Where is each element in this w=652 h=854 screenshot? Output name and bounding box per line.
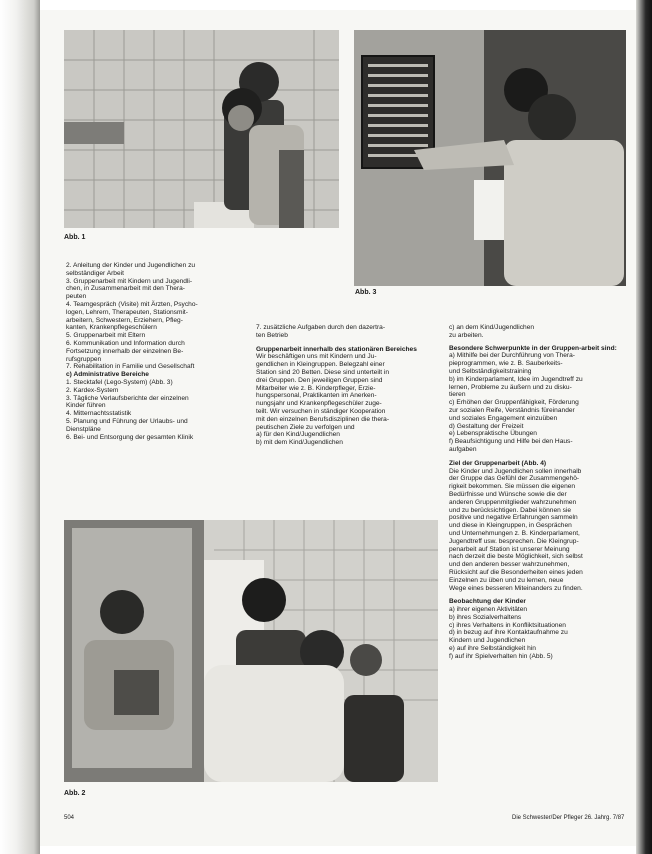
section-heading: Beobachtung der Kinder <box>449 598 526 606</box>
paragraph-line: Wege eines besseren Miteinanders zu finden. <box>449 584 583 592</box>
list-item: aufgaben <box>449 445 477 453</box>
paragraph-line: und Unternehmungen z. B. Kinderparlament, <box>449 529 580 537</box>
list-item: lernen, Probleme zu äußern und zu disku- <box>449 383 572 391</box>
list-item: Kindern und Jugendlichen <box>449 637 526 645</box>
list-item: 6. Bei- und Entsorgung der gesamten Klinik <box>66 433 194 441</box>
list-item: arbeitern, Schwestern, Erziehern, Pfleg- <box>66 316 183 324</box>
section-heading: c) Administrative Bereiche <box>66 371 149 379</box>
caption-abb1: Abb. 1 <box>64 234 86 241</box>
list-item: Fortsetzung innerhalb der einzelnen Be- <box>66 347 184 355</box>
list-item: 5. Gruppenarbeit mit Eltern <box>66 332 146 340</box>
list-item: pieprogrammen, wie z. B. Sauberkeits- <box>449 360 563 368</box>
list-item: b) ihres Sozialverhaltens <box>449 613 522 621</box>
paragraph-line: Jugendtreff usw. besprechen. Die Kleingrup- <box>449 537 579 545</box>
list-item: peuten <box>66 293 87 301</box>
paragraph-line: nach derzeit die beste Möglichkeit, sich selbst <box>449 553 583 561</box>
section-heading: Ziel der Gruppenarbeit (Abb. 4) <box>449 459 547 467</box>
list-item: 3. Tägliche Verlaufsberichte der einzelnen <box>66 394 189 402</box>
list-item: Kinder führen <box>66 402 106 410</box>
paragraph-line: und zu berücksichtigen. Dabei können sie <box>449 506 572 514</box>
list-item: und Selbständigkeitstraining <box>449 367 532 375</box>
column-left-list <box>66 262 248 441</box>
list-item: kanten, Krankenpflegeschülern <box>66 324 157 332</box>
paragraph-line: drei Gruppen. Den jeweiligen Gruppen sind <box>256 376 383 384</box>
list-item: e) Lebenspraktische Übungen <box>449 430 537 438</box>
photo-abb1 <box>64 30 339 228</box>
list-item: 2. Anleitung der Kinder und Jugendlichen zu <box>66 262 196 269</box>
list-item: selbständiger Arbeit <box>66 269 124 277</box>
paragraph-line: mit den einzelnen Berufsdisziplinen die thera- <box>256 415 390 423</box>
list-item: 6. Kommunikation und Information durch <box>66 339 185 347</box>
list-item: zur sozialen Reife, Verständnis füreinander <box>449 406 575 414</box>
paragraph-line: und diese in Kleingruppen, in Gesprächen <box>449 522 572 530</box>
list-item: 7. zusätzliche Aufgaben durch den dazertra- <box>256 324 386 331</box>
list-item: a) Mithilfe bei der Durchführung von Thera- <box>449 352 575 360</box>
paragraph-line: b) mit dem Kind/Jugendlichen <box>256 439 343 447</box>
photo-abb2 <box>64 520 438 782</box>
paragraph-line: und den anderen besser wahrzunehmen, <box>449 561 570 569</box>
paragraph-line: Station sind 20 Betten. Diese sind unterteilt in <box>256 368 390 376</box>
list-item: 1. Stecktafel (Lego-System) (Abb. 3) <box>66 378 173 386</box>
list-item: tieren <box>449 391 466 399</box>
list-item: b) im Kinderparlament, Idee im Jugendtreff zu <box>449 375 583 383</box>
list-item: c) ihres Verhaltens in Konfliktsituationen <box>449 621 566 629</box>
paragraph-line: Die Kinder und Jugendlichen sollen innerhalb <box>449 467 582 475</box>
list-item: 3. Gruppenarbeit mit Kindern und Jugendli- <box>66 277 193 285</box>
paragraph-line: teilt. Wir versuchen in ständiger Kooperation <box>256 407 386 415</box>
list-item: e) auf ihre Selbständigkeit hin <box>449 645 536 653</box>
list-item: d) Gestaltung der Freizeit <box>449 422 524 430</box>
paragraph-line: hungspersonal, Praktikanten im Anerken- <box>256 392 377 400</box>
page-number: 504 <box>64 815 75 821</box>
book-spine-shadow <box>0 0 40 854</box>
list-item: logen, Lehrern, Therapeuten, Stationsmit- <box>66 308 188 316</box>
list-item: c) an dem Kind/Jugendlichen <box>449 324 535 331</box>
paragraph-line: peutischen Ziele zu verfolgen und <box>256 423 355 431</box>
page-edge-shadow <box>636 0 652 854</box>
paragraph-line: der Gruppe das Gefühl der Zusammengehö- <box>449 475 580 483</box>
list-item: a) ihrer eigenen Aktivitäten <box>449 606 528 614</box>
paragraph-line: a) für den Kind/Jugendlichen <box>256 431 340 439</box>
paragraph-line: Rücksicht auf die Besonderheiten eines jeden <box>449 568 583 576</box>
list-item: 5. Planung und Führung der Urlaubs- und <box>66 417 188 425</box>
list-item: 7. Rehabilitation in Familie und Gesellschaft <box>66 363 195 371</box>
list-item: und soziales Engagement einzuüben <box>449 414 558 422</box>
paragraph-line: gendlichen in Kleingruppen. Belegzahl einer <box>256 361 385 369</box>
list-item: rufsgruppen <box>66 355 102 363</box>
list-item: d) in bezug auf ihre Kontaktaufnahme zu <box>449 629 568 637</box>
list-item: 4. Mitternachtsstatistik <box>66 410 132 418</box>
paragraph-line: nungsjahr und Krankenpflegeschüler zuge- <box>256 400 382 408</box>
caption-abb2: Abb. 2 <box>64 790 86 797</box>
paragraph-line: Bedürfnisse und Wünsche sowie die der <box>449 490 567 498</box>
paragraph-line: Mitarbeiter wie z. B. Kinderpfleger, Erzie- <box>256 384 376 392</box>
section-heading: Besondere Schwerpunkte in der Gruppen-arbeit sind: <box>449 344 617 352</box>
paragraph-line: positive und negative Erfahrungen sammeln <box>449 514 578 522</box>
column-right-text <box>449 324 629 661</box>
list-item: ten Betrieb <box>256 331 288 339</box>
paragraph-line: Wir beschäftigen uns mit Kindern und Ju- <box>256 353 377 361</box>
paragraph-line: penarbeit auf Station ist unserer Meinung <box>449 545 570 553</box>
section-heading: Gruppenarbeit innerhalb des stationären Bereiches <box>256 345 417 353</box>
list-item: f) auf ihr Spielverhalten hin (Abb. 5) <box>449 652 553 660</box>
column-middle-text <box>256 324 442 447</box>
paragraph-line: Einzelnen zu üben und zu lernen, neue <box>449 576 564 584</box>
caption-abb3: Abb. 3 <box>355 289 377 296</box>
paragraph-line: rigkeit bekommen. Sie müssen die eigenen <box>449 483 576 491</box>
list-item: 4. Teamgespräch (Visite) mit Ärzten, Psycho- <box>66 300 198 308</box>
list-item: f) Beaufsichtigung und Hilfe bei den Haus- <box>449 438 573 446</box>
photo-abb3 <box>354 30 626 286</box>
journal-footer: Die Schwester/Der Pfleger 26. Jahrg. 7/87 <box>512 815 625 821</box>
list-item: zu arbeiten. <box>449 331 484 339</box>
list-item: chen, in Zusammenarbeit mit den Thera- <box>66 285 185 293</box>
paragraph-line: anderen Gruppenmitglieder wahrzunehmen <box>449 498 577 506</box>
list-item: 2. Kardex-System <box>66 386 119 394</box>
list-item: Dienstpläne <box>66 425 101 433</box>
list-item: c) Erhöhen der Gruppenfähigkeit, Förderung <box>449 399 579 407</box>
